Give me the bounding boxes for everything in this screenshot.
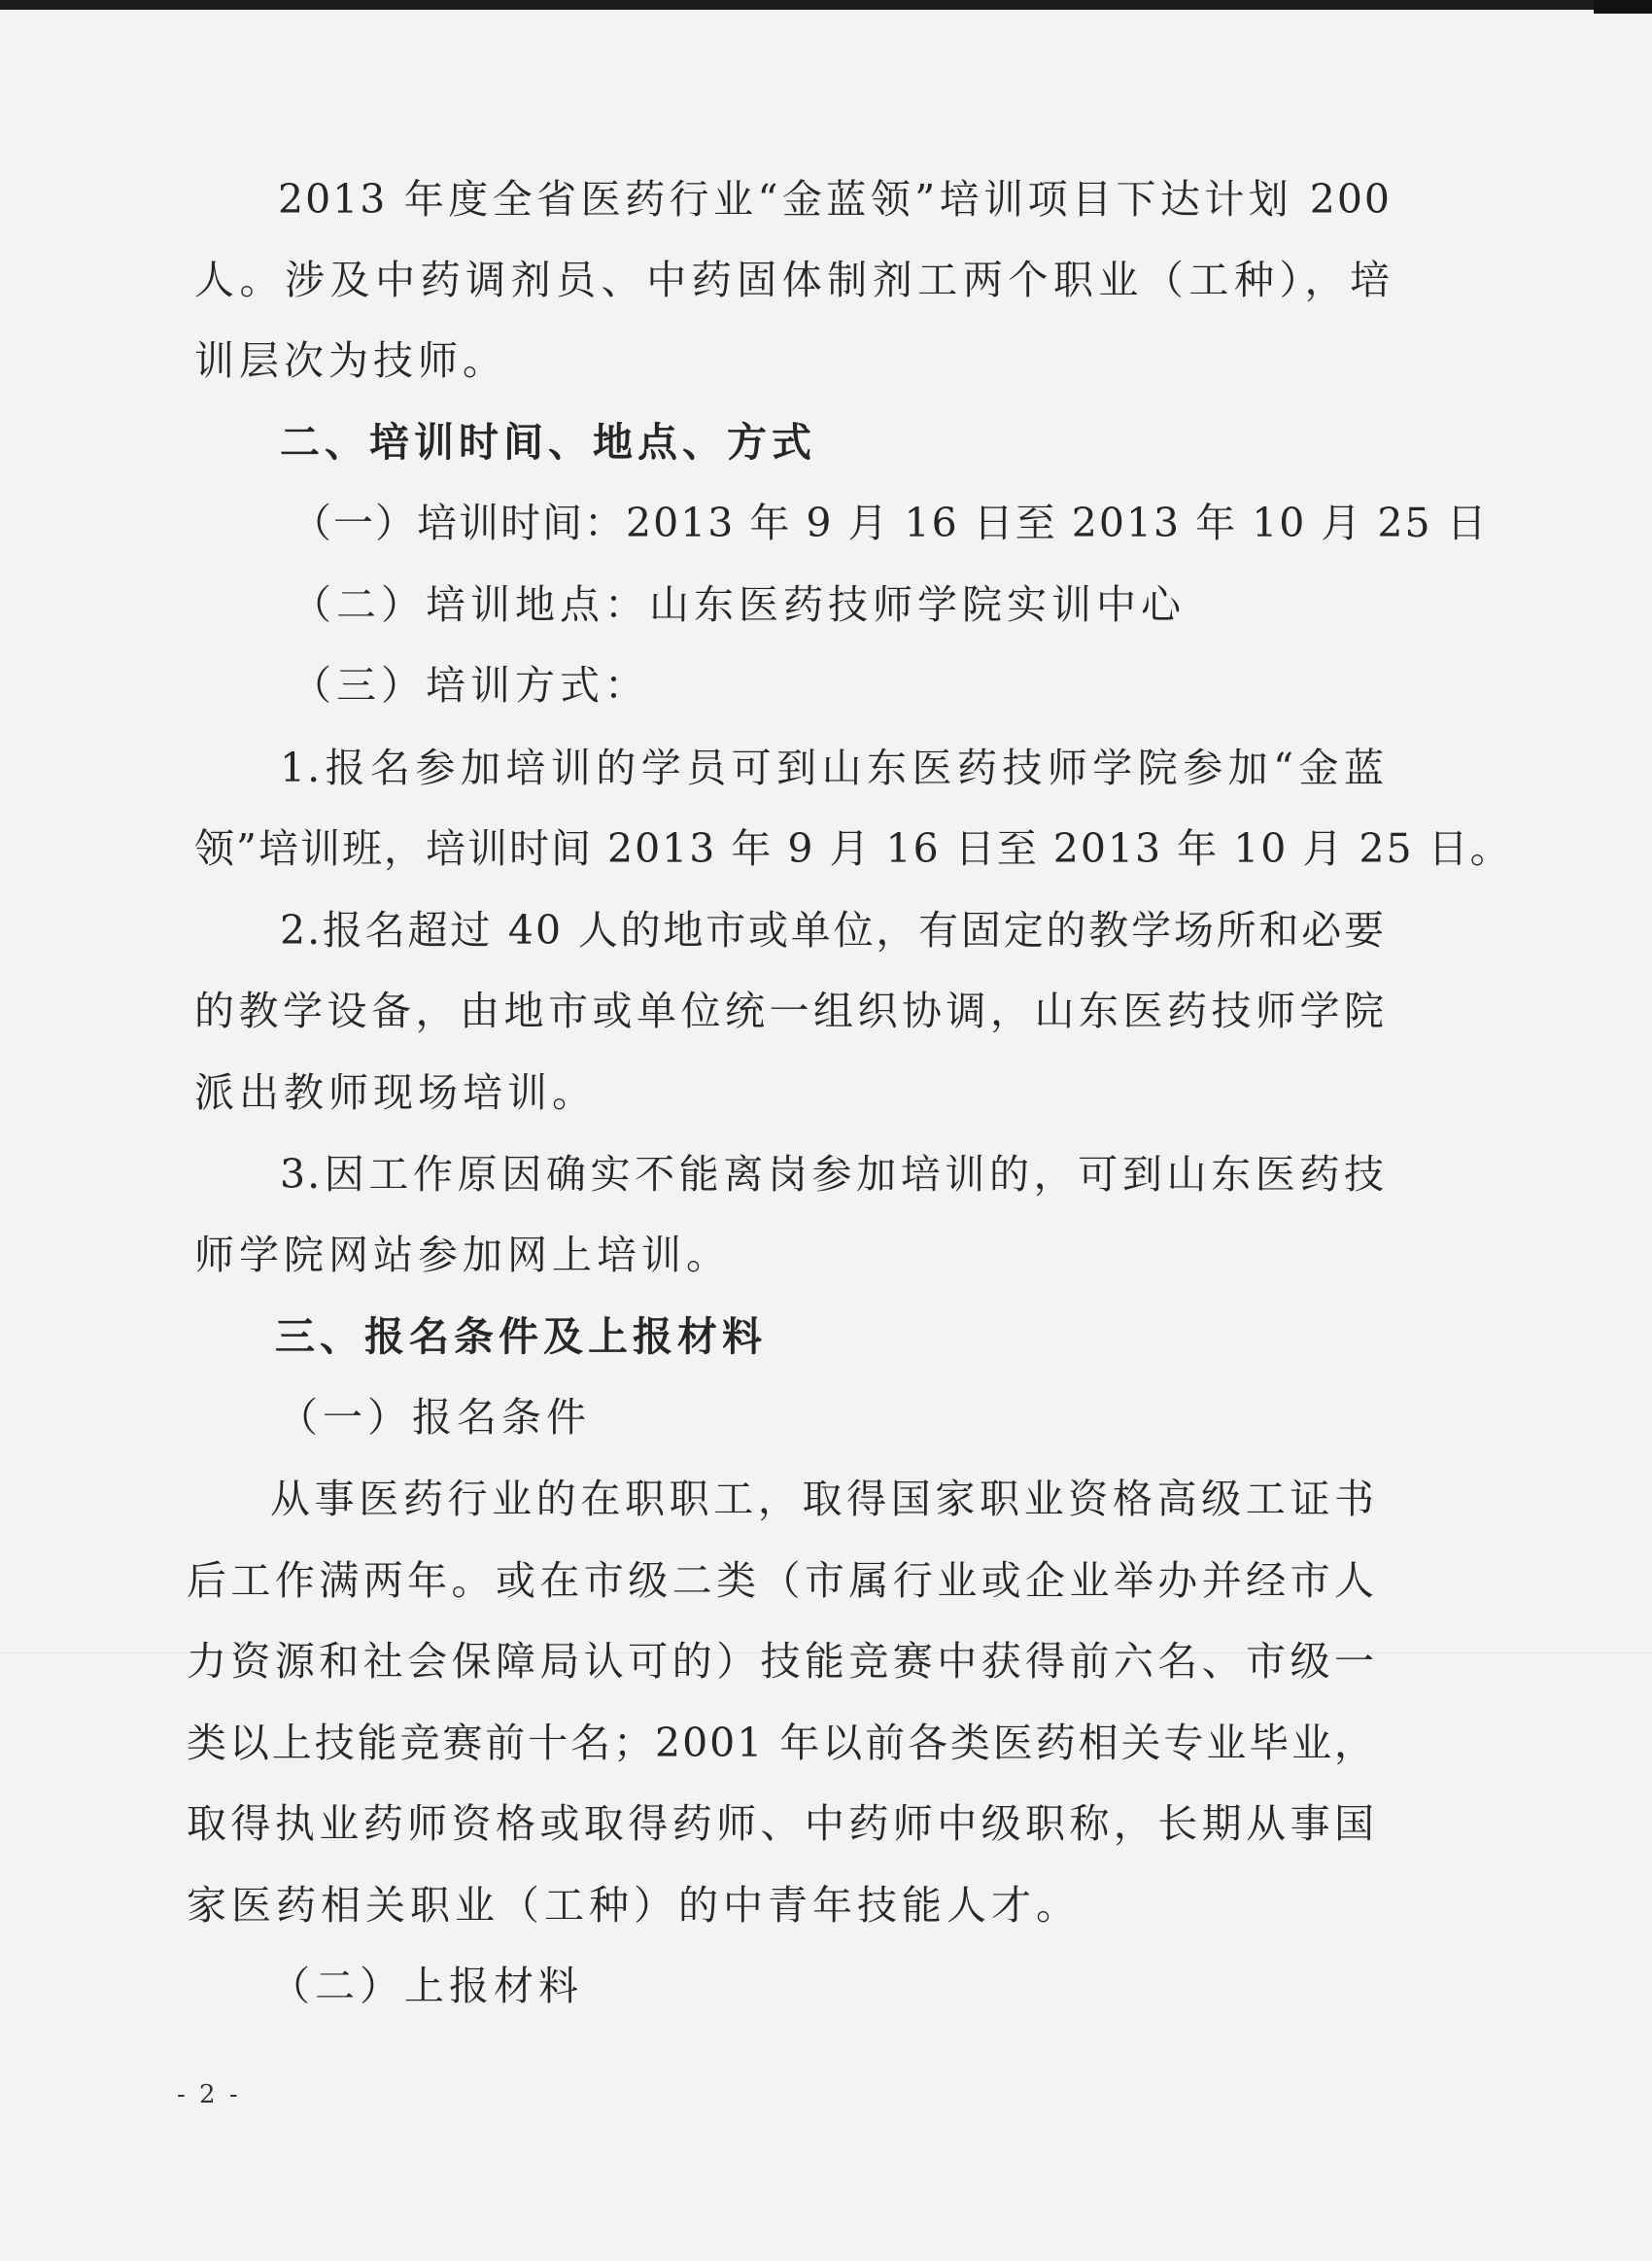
body-text-line: 力资源和社会保障局认可的）技能竞赛中获得前六名、市级一 xyxy=(187,1638,1376,1685)
body-text-line: （二）培训地点：山东医药技师学院实训中心 xyxy=(292,581,1186,628)
body-text-line: 领”培训班，培训时间 2013 年 9 月 16 日至 2013 年 10 月 25 日。 xyxy=(194,825,1512,872)
body-text-line: 派出教师现场培训。 xyxy=(194,1069,597,1116)
body-text-line: 家医药相关职业（工种）的中青年技能人才。 xyxy=(187,1882,1081,1929)
section-heading: 二、培训时间、地点、方式 xyxy=(280,419,816,466)
body-text-line: 2013 年度全省医药行业“金蓝领”培训项目下达计划 200 xyxy=(278,176,1392,223)
section-heading: 三、报名条件及上报材料 xyxy=(275,1313,767,1360)
body-text-line: 从事医药行业的在职职工，取得国家职业资格高级工证书 xyxy=(270,1476,1376,1522)
body-text-line: （一）报名条件 xyxy=(278,1394,591,1441)
body-text-line: 的教学设备，由地市或单位统一组织协调，山东医药技师学院 xyxy=(194,988,1386,1034)
body-text-line: 人。涉及中药调剂员、中药固体制剂工两个职业（工种），培 xyxy=(194,257,1392,303)
body-text-line: （一）培训时间：2013 年 9 月 16 日至 2013 年 10 月 25 日 xyxy=(292,500,1489,546)
body-text-line: （三）培训方式： xyxy=(292,662,649,709)
body-text-line: 2.报名超过 40 人的地市或单位，有固定的教学场所和必要 xyxy=(280,907,1386,954)
body-text-line: 师学院网站参加网上培训。 xyxy=(194,1232,731,1278)
body-text-line: 1.报名参加培训的学员可到山东医药技师学院参加“金蓝 xyxy=(280,745,1386,791)
body-text-line: 训层次为技师。 xyxy=(194,337,507,384)
body-text-line: 后工作满两年。或在市级二类（市属行业或企业举办并经市人 xyxy=(187,1557,1376,1604)
page-number: - 2 - xyxy=(177,2080,241,2109)
body-text-line: 取得执业药师资格或取得药师、中药师中级职称，长期从事国 xyxy=(187,1800,1376,1847)
body-text-line: 类以上技能竞赛前十名；2001 年以前各类医药相关专业毕业， xyxy=(187,1720,1376,1766)
body-text-line: 3.因工作原因确实不能离岗参加培训的，可到山东医药技 xyxy=(280,1151,1386,1198)
body-text-line: （二）上报材料 xyxy=(270,1963,583,2009)
